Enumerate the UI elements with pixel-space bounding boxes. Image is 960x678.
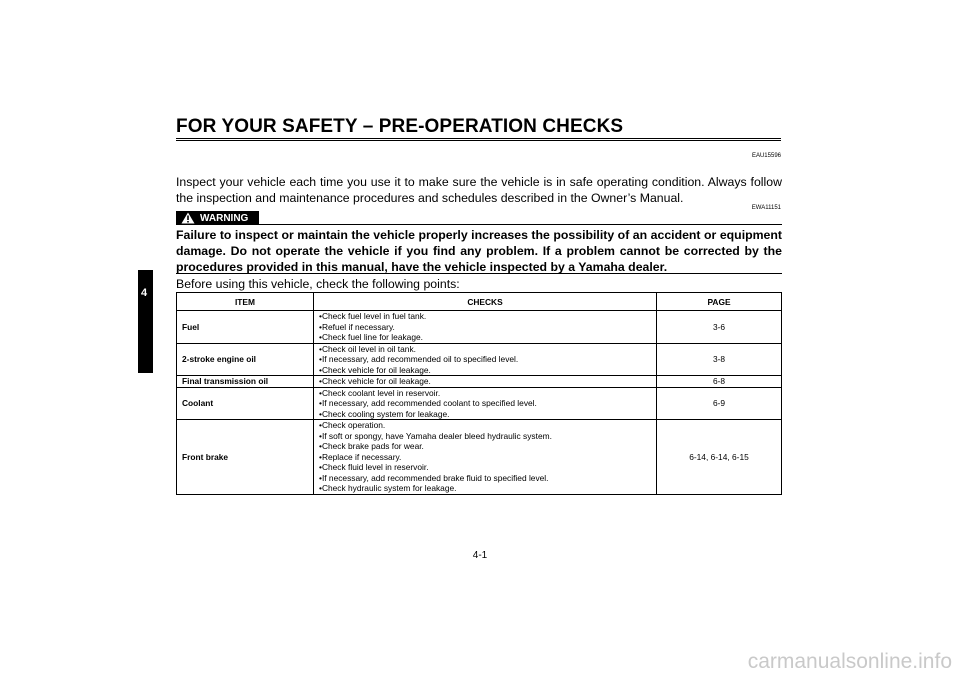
- warning-triangle-icon: [181, 212, 195, 224]
- check-item: • If necessary, add recommended oil to specified level.: [319, 354, 651, 365]
- item-cell: Final transmission oil: [177, 376, 314, 388]
- title-rule: [176, 138, 781, 141]
- table-row: [177, 311, 782, 344]
- checks-cell: [314, 387, 657, 420]
- checks-cell: [314, 420, 657, 495]
- warning-bottom-rule: [176, 273, 782, 274]
- checks-cell: [314, 376, 657, 388]
- item-cell: Front brake: [177, 420, 314, 495]
- check-item: • If necessary, add recommended brake fluid to specified level.: [319, 473, 651, 484]
- section-code: EAU15596: [751, 153, 781, 159]
- page-title: FOR YOUR SAFETY – PRE-OPERATION CHECKS: [176, 116, 624, 137]
- table-row: [177, 376, 782, 388]
- page-number: 4-1: [472, 550, 488, 561]
- page-cell: 3-8: [657, 343, 782, 376]
- check-item: • Check vehicle for oil leakage.: [319, 365, 651, 376]
- chapter-number: 4: [141, 287, 148, 299]
- check-item: • Check fuel line for leakage.: [319, 332, 651, 343]
- warning-label: WARNING: [200, 212, 249, 224]
- checks-cell: [314, 343, 657, 376]
- before-using-text: Before using this vehicle, check the following points:: [176, 277, 460, 291]
- check-item: • Check coolant level in reservoir.: [319, 388, 651, 399]
- chapter-tab: [138, 270, 153, 373]
- check-item: • Check brake pads for wear.: [319, 441, 651, 452]
- column-header-checks: CHECKS: [314, 293, 657, 311]
- check-item: • Check hydraulic system for leakage.: [319, 483, 651, 494]
- column-header-page: PAGE: [657, 293, 782, 311]
- check-item: • Check operation.: [319, 420, 651, 431]
- warning-rule: [259, 224, 782, 225]
- warning-text: Failure to inspect or maintain the vehicle properly increases the possibility of an accident or equipment damage. Do not operate the vehicle if you find any problem. If a problem cannot be corrected by the procedures provided in this manual, have the vehicle inspected by a Yamaha dealer.: [176, 228, 782, 274]
- checks-table-body: [177, 311, 782, 495]
- check-item: • Check fluid level in reservoir.: [319, 462, 651, 473]
- checks-table: [176, 292, 782, 495]
- table-row: [177, 387, 782, 420]
- table-row: [177, 343, 782, 376]
- check-item: • Check vehicle for oil leakage.: [319, 376, 651, 387]
- check-item: • If soft or spongy, have Yamaha dealer bleed hydraulic system.: [319, 431, 651, 442]
- check-item: • Replace if necessary.: [319, 452, 651, 463]
- page-cell: 3-6: [657, 311, 782, 344]
- warning-code: EWA11151: [751, 205, 781, 211]
- check-item: • Check cooling system for leakage.: [319, 409, 651, 420]
- table-header-row: [177, 293, 782, 311]
- watermark: carmanualsonline.info: [747, 650, 952, 673]
- check-item: • Check oil level in oil tank.: [319, 344, 651, 355]
- item-cell: 2-stroke engine oil: [177, 343, 314, 376]
- checks-cell: [314, 311, 657, 344]
- item-cell: Coolant: [177, 387, 314, 420]
- column-header-item: ITEM: [177, 293, 314, 311]
- check-item: • If necessary, add recommended coolant to specified level.: [319, 398, 651, 409]
- intro-paragraph: Inspect your vehicle each time you use it to make sure the vehicle is in safe operating condition. Always follow the inspection and maintenance procedures and schedules described in the Owner’s Manual.: [176, 175, 782, 205]
- page-cell: 6-14, 6-14, 6-15: [657, 420, 782, 495]
- warning-badge: [176, 211, 259, 225]
- item-cell: Fuel: [177, 311, 314, 344]
- check-item: • Check fuel level in fuel tank.: [319, 311, 651, 322]
- warning-header: [176, 211, 782, 225]
- page-cell: 6-9: [657, 387, 782, 420]
- page-cell: 6-8: [657, 376, 782, 388]
- check-item: • Refuel if necessary.: [319, 322, 651, 333]
- table-row: [177, 420, 782, 495]
